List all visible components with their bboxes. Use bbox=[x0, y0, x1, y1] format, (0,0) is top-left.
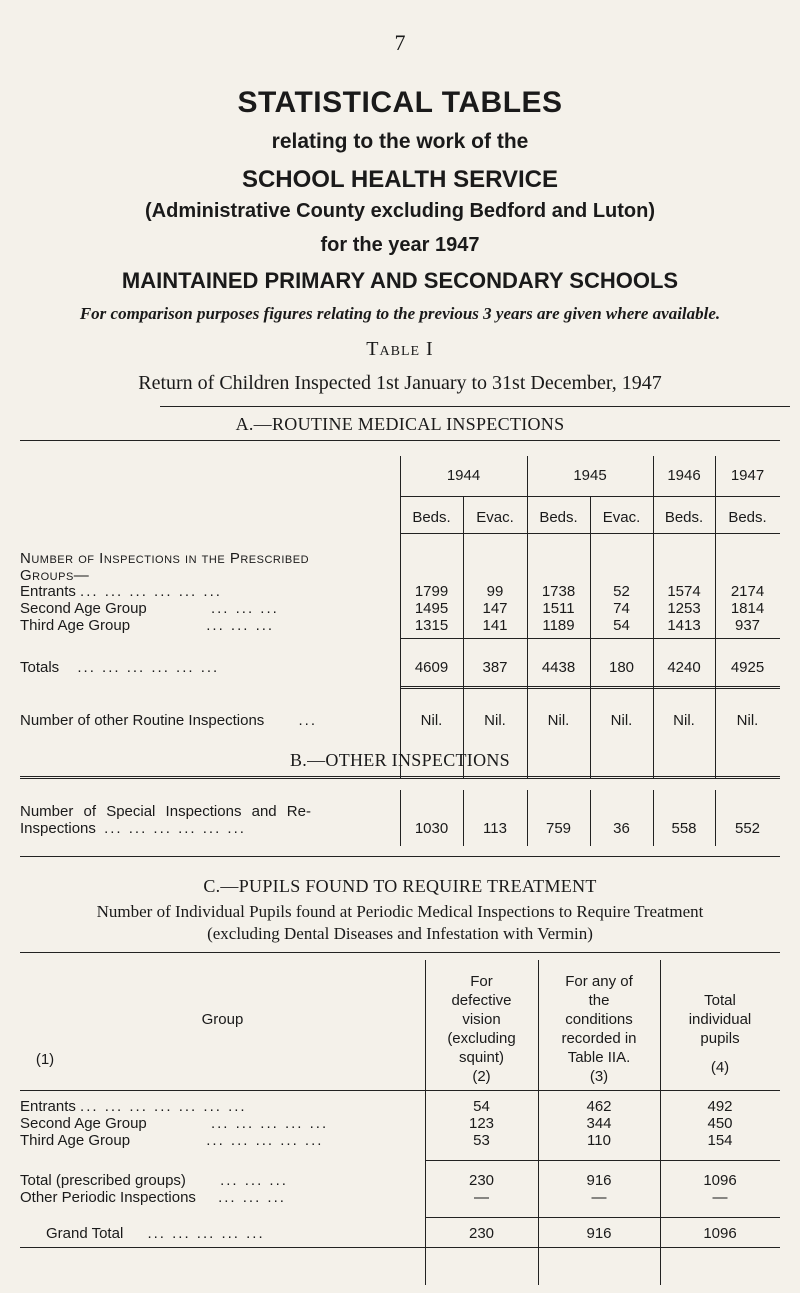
section-a-heading: A.—ROUTINE MEDICAL INSPECTIONS bbox=[235, 414, 565, 434]
c-row-1-value-col-3: 492 bbox=[707, 1098, 733, 1115]
c-header-col-2-line-1: For bbox=[470, 973, 493, 990]
row-label-other-routine: Number of other Routine Inspections ... bbox=[20, 712, 317, 729]
c-header-col-4-line-3: pupils bbox=[700, 1030, 740, 1047]
row-label-entrants: Entrants ... ... ... ... ... ... bbox=[20, 583, 222, 600]
c-header-col-3-line-6: (3) bbox=[589, 1068, 609, 1085]
c-header-col-1-line-3: (1) bbox=[35, 1051, 55, 1068]
section-c-heading: C.—PUPILS FOUND TO REQUIRE TREATMENT bbox=[203, 876, 597, 896]
a-other-value-col-2: Nil. bbox=[484, 712, 506, 729]
a-row-2-value-col-2: 147 bbox=[482, 600, 508, 617]
row-label-third-age: Third Age Group ... ... ... bbox=[20, 617, 275, 634]
return-line: Return of Children Inspected 1st January to 31st December, 1947 bbox=[138, 372, 662, 394]
a-row-2-value-col-4: 74 bbox=[613, 600, 630, 617]
c-row-3-value-col-3: 154 bbox=[707, 1132, 733, 1149]
subtitle-service: SCHOOL HEALTH SERVICE bbox=[241, 166, 559, 193]
a-row-1-value-col-2: 99 bbox=[486, 583, 504, 600]
c-header-col-3-line-3: conditions bbox=[565, 1011, 633, 1028]
c-grand-total-value-col-3: 1096 bbox=[703, 1225, 737, 1242]
subhead-beds-1945: Beds. bbox=[539, 509, 578, 526]
row-label-second-age: Second Age Group ... ... ... bbox=[20, 600, 279, 617]
a-row-1-value-col-4: 52 bbox=[613, 583, 630, 600]
c-header-col-4-line-2: individual bbox=[688, 1011, 752, 1028]
a-totals-value-col-6: 4925 bbox=[730, 659, 765, 676]
a-row-2-value-col-1: 1495 bbox=[414, 600, 449, 617]
a-row-3-value-col-5: 1413 bbox=[667, 617, 701, 634]
a-row-3-value-col-2: 141 bbox=[482, 617, 508, 634]
b-value-col-3: 759 bbox=[545, 820, 572, 837]
c-total-prescribed-value-col-1: 230 bbox=[468, 1172, 495, 1189]
subhead-evac-1945: Evac. bbox=[602, 509, 641, 526]
c-row-1-value-col-1: 54 bbox=[473, 1098, 490, 1115]
a-other-value-col-4: Nil. bbox=[610, 712, 633, 729]
c-row-1-value-col-2: 462 bbox=[586, 1098, 612, 1115]
c-row-label-entrants: Entrants ... ... ... ... ... ... ... bbox=[20, 1098, 247, 1115]
a-row-3-value-col-6: 937 bbox=[734, 617, 761, 634]
c-row-3-value-col-1: 53 bbox=[473, 1132, 490, 1149]
a-other-value-col-5: Nil. bbox=[673, 712, 695, 729]
c-row-label-total-prescribed: Total (prescribed groups) ... ... ... bbox=[20, 1172, 288, 1189]
a-row-2-value-col-5: 1253 bbox=[667, 600, 701, 617]
c-header-col-4-line-1: Total bbox=[704, 992, 736, 1009]
row-label-totals: Totals ... ... ... ... ... ... bbox=[20, 659, 220, 676]
a-totals-value-col-1: 4609 bbox=[414, 659, 449, 676]
c-header-col-2-line-6: (2) bbox=[472, 1068, 491, 1085]
subhead-beds-1947: Beds. bbox=[728, 509, 767, 526]
c-header-col-1-line-1: Group bbox=[201, 1011, 244, 1028]
b-value-col-4: 36 bbox=[613, 820, 630, 837]
a-row-3-value-col-1: 1315 bbox=[414, 617, 449, 634]
c-header-col-2-line-4: (excluding bbox=[447, 1030, 516, 1047]
c-header-col-3-line-1: For any of bbox=[565, 973, 633, 990]
section-b-heading: B.—OTHER INSPECTIONS bbox=[289, 750, 510, 770]
group-label-line2: Groups— bbox=[20, 567, 90, 584]
year-1947: 1947 bbox=[730, 467, 765, 484]
subtitle-year: for the year 1947 bbox=[320, 234, 480, 256]
a-other-value-col-3: Nil. bbox=[547, 712, 570, 729]
a-row-1-value-col-3: 1738 bbox=[541, 583, 576, 600]
table-label: Table I bbox=[366, 338, 434, 360]
a-row-3-value-col-3: 1189 bbox=[542, 617, 575, 634]
year-1946: 1946 bbox=[667, 467, 701, 484]
c-header-col-2-line-3: vision bbox=[462, 1011, 501, 1028]
year-1944: 1944 bbox=[446, 467, 481, 484]
c-total-prescribed-value-col-3: 1096 bbox=[703, 1172, 737, 1189]
subhead-evac-1944: Evac. bbox=[476, 509, 514, 526]
c-header-col-4-line-4: (4) bbox=[710, 1059, 730, 1076]
special-inspections-label-1: Number of Special Inspections and Re- bbox=[20, 803, 311, 820]
b-value-col-6: 552 bbox=[734, 820, 761, 837]
page-number: 7 bbox=[394, 30, 406, 55]
a-other-value-col-6: Nil. bbox=[736, 712, 759, 729]
b-value-col-1: 1030 bbox=[414, 820, 449, 837]
c-total-prescribed-value-col-2: 916 bbox=[586, 1172, 612, 1189]
a-totals-value-col-2: 387 bbox=[482, 659, 508, 676]
c-row-3-value-col-2: 110 bbox=[587, 1132, 611, 1149]
section-c-subtitle-2: (excluding Dental Diseases and Infestation with Vermin) bbox=[207, 924, 593, 943]
a-row-3-value-col-4: 54 bbox=[613, 617, 630, 634]
subhead-beds-1946: Beds. bbox=[664, 509, 704, 526]
c-header-col-2-line-2: defective bbox=[451, 992, 512, 1009]
c-row-2-value-col-2: 344 bbox=[586, 1115, 612, 1132]
c-header-col-3-line-4: recorded in bbox=[561, 1030, 637, 1047]
c-row-label-other-periodic: Other Periodic Inspections ... ... ... bbox=[20, 1189, 286, 1206]
comparison-note: For comparison purposes figures relating to the previous 3 years are given where available. bbox=[79, 304, 721, 323]
c-other-periodic-value-col-1: — bbox=[474, 1189, 489, 1206]
c-header-col-3-line-2: the bbox=[588, 992, 610, 1009]
special-inspections-label-2: Inspections ... ... ... ... ... ... bbox=[20, 820, 246, 837]
a-other-value-col-1: Nil. bbox=[420, 712, 443, 729]
a-row-1-value-col-6: 2174 bbox=[730, 583, 765, 600]
a-row-1-value-col-5: 1574 bbox=[667, 583, 701, 600]
c-other-periodic-value-col-3: — bbox=[712, 1189, 728, 1206]
subtitle-county: (Administrative County excluding Bedford and Luton) bbox=[145, 200, 655, 222]
c-row-2-value-col-1: 123 bbox=[468, 1115, 495, 1132]
a-totals-value-col-5: 4240 bbox=[667, 659, 701, 676]
c-row-2-value-col-3: 450 bbox=[707, 1115, 733, 1132]
c-grand-total-value-col-2: 916 bbox=[586, 1225, 612, 1242]
a-totals-value-col-4: 180 bbox=[608, 659, 635, 676]
section-c-subtitle-1: Number of Individual Pupils found at Periodic Medical Inspections to Require Treatment bbox=[96, 902, 704, 921]
a-row-2-value-col-3: 1511 bbox=[542, 600, 575, 617]
group-label-line1: Number of Inspections in the Prescribed bbox=[20, 550, 310, 567]
page-title: STATISTICAL TABLES bbox=[237, 86, 563, 119]
a-totals-value-col-3: 4438 bbox=[541, 659, 576, 676]
c-row-label-third-age: Third Age Group ... ... ... ... ... bbox=[20, 1132, 324, 1149]
subtitle-schools: MAINTAINED PRIMARY AND SECONDARY SCHOOLS bbox=[121, 268, 679, 293]
year-1945: 1945 bbox=[573, 467, 607, 484]
a-row-2-value-col-6: 1814 bbox=[730, 600, 765, 617]
subtitle-relating: relating to the work of the bbox=[271, 130, 529, 153]
c-row-label-second-age: Second Age Group ... ... ... ... ... bbox=[20, 1115, 329, 1132]
subhead-beds-1944: Beds. bbox=[412, 509, 451, 526]
c-header-col-2-line-5: squint) bbox=[458, 1049, 505, 1066]
c-other-periodic-value-col-2: — bbox=[591, 1189, 607, 1206]
a-row-1-value-col-1: 1799 bbox=[414, 583, 449, 600]
b-value-col-2: 113 bbox=[483, 820, 507, 837]
c-header-col-3-line-5: Table IIA. bbox=[567, 1049, 631, 1066]
c-grand-total-value-col-1: 230 bbox=[468, 1225, 495, 1242]
c-row-label-grand-total: Grand Total ... ... ... ... ... bbox=[46, 1225, 265, 1242]
b-value-col-5: 558 bbox=[671, 820, 697, 837]
